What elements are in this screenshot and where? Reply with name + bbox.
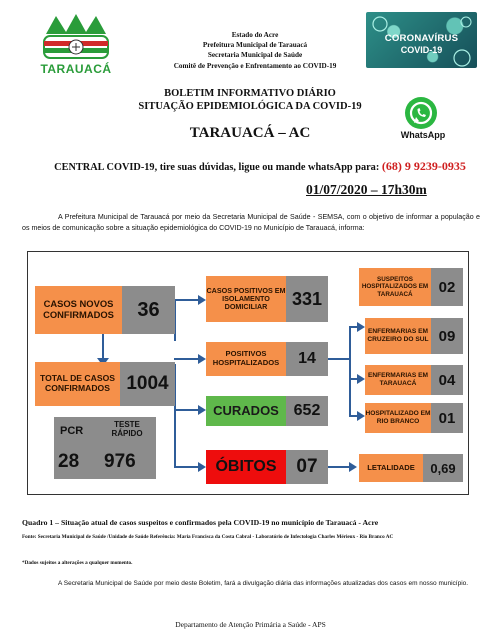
connector-line [349, 326, 351, 416]
central-text: CENTRAL COVID-19, tire suas dúvidas, ligue ou mande whatsApp para: [54, 162, 380, 173]
teste-rapido-label: TESTE RÁPIDO [111, 420, 143, 438]
connector-line [174, 406, 176, 468]
curados-value: 652 [286, 396, 328, 426]
letalidade-value: 0,69 [423, 454, 463, 482]
stats-panel [27, 251, 469, 495]
rio-branco-value: 01 [431, 403, 463, 433]
pcr-value: 28 [58, 451, 80, 472]
connector-line [327, 466, 351, 468]
suspeitos-card [359, 268, 463, 306]
connector-arrow [357, 322, 365, 332]
whatsapp-label: WhatsApp [400, 130, 446, 140]
testes-card [54, 417, 156, 479]
hospitalizados-label: POSITIVOS HOSPITALIZADOS [206, 342, 286, 376]
obitos-value: 07 [286, 450, 328, 484]
letalidade-card [359, 454, 463, 482]
table-caption: Quadro 1 – Situação atual de casos suspeitos e confirmados pela COVID-19 no município de Tarauacá - Acre [22, 518, 379, 527]
obitos-label: ÓBITOS [206, 450, 286, 484]
connector-arrow [357, 374, 365, 384]
connector-arrow [198, 405, 206, 415]
letalidade-label: LETALIDADE [359, 454, 423, 482]
connector-line [174, 466, 200, 468]
municipal-logo [26, 14, 126, 82]
intro-paragraph: A Prefeitura Municipal de Tarauacá por meio da Secretaria Municipal de Saúde - SEMSA, com o objetivo de informar a população e os meios de comunicação sobre a situação epidemiológica do COVID-19 no Município de Tarauacá, informa: [22, 213, 480, 232]
connector-arrow [357, 411, 365, 421]
curados-card [206, 396, 328, 426]
central-covid-line [40, 159, 480, 174]
isolamento-value: 331 [286, 276, 328, 322]
disclaimer-note: *Dados sujeitos a alterações a qualquer momento. [22, 560, 133, 566]
total-casos-value: 1004 [120, 362, 175, 406]
enfermarias-cruzeiro-card [365, 318, 463, 354]
banner-line2: COVID-19 [400, 45, 443, 55]
committee-line: Comitê de Prevenção e Enfrentamento ao COVID-19 [173, 61, 337, 70]
whatsapp-icon [405, 97, 437, 129]
bulletin-heading [100, 87, 400, 113]
connector-arrow [349, 462, 357, 472]
secretary-line: Secretaria Municipal de Saúde [207, 51, 303, 60]
suspeitos-label: SUSPEITOS HOSPITALIZADOS EM TARAUACÁ [359, 268, 431, 306]
enfermarias-cruzeiro-label: ENFERMARIAS EM CRUZEIRO DO SUL [365, 318, 431, 354]
rio-branco-label: HOSPITALIZADO EM RIO BRANCO [365, 403, 431, 433]
enfermarias-tarauaca-label: ENFERMARIAS EM TARAUACÁ [365, 365, 431, 395]
bulletin-title: BOLETIM INFORMATIVO DIÁRIO [164, 88, 336, 99]
connector-arrow [198, 354, 206, 364]
casos-novos-value: 36 [122, 286, 175, 334]
pcr-label: PCR [60, 425, 84, 437]
connector-line [327, 358, 349, 360]
total-casos-label: TOTAL DE CASOS CONFIRMADOS [35, 362, 120, 406]
rio-branco-card [365, 403, 463, 433]
connector-arrow [198, 462, 206, 472]
hospitalizados-value: 14 [286, 342, 328, 376]
institution-header [150, 30, 360, 71]
bulletin-datetime: 01/07/2020 – 17h30m [306, 182, 427, 197]
enfermarias-tarauaca-card [365, 365, 463, 395]
bulletin-subtitle: SITUAÇÃO EPIDEMIOLÓGICA DA COVID-19 [138, 101, 362, 112]
connector-line [174, 409, 200, 411]
isolamento-label: CASOS POSITIVOS EM ISOLAMENTO DOMICILIAR [206, 276, 286, 322]
enfermarias-cruzeiro-value: 09 [431, 318, 463, 354]
department-footer: Departamento de Atenção Primária a Saúde - APS [175, 620, 326, 629]
source-note: Fonte: Secretaria Municipal de Saúde /Unidade de Saúde Referência: Maria Francisca da Costa Cabral - Laboratório de Infectologia Charles Mérieux - Rio Branco AC [22, 534, 394, 540]
connector-line [174, 358, 200, 360]
state-line: Estado do Acre [231, 31, 279, 39]
prefecture-line: Prefeitura Municipal de Tarauacá [202, 41, 308, 50]
hospitalizados-card [206, 342, 328, 376]
logo-text: TARAUACÁ [40, 62, 112, 76]
phone-number: (68) 9 9239-0935 [381, 159, 466, 173]
enfermarias-tarauaca-value: 04 [431, 365, 463, 395]
total-casos-card [35, 362, 175, 406]
isolamento-card [206, 276, 328, 322]
city-title: TARAUACÁ – AC [189, 125, 311, 141]
teste-rapido-value: 976 [104, 451, 136, 472]
obitos-card [206, 450, 328, 484]
banner-line1: CORONAVÍRUS [384, 33, 459, 44]
suspeitos-value: 02 [431, 268, 463, 306]
closing-paragraph: A Secretaria Municipal de Saúde por meio deste Boletim, fará a divulgação diária das informações atualizadas dos casos em nosso município. [58, 580, 469, 587]
connector-line [174, 299, 200, 301]
connector-arrow [198, 295, 206, 305]
coronavirus-banner [366, 12, 477, 68]
casos-novos-label: CASOS NOVOS CONFIRMADOS [35, 286, 122, 334]
curados-label: CURADOS [206, 396, 286, 426]
casos-novos-card [35, 286, 175, 334]
